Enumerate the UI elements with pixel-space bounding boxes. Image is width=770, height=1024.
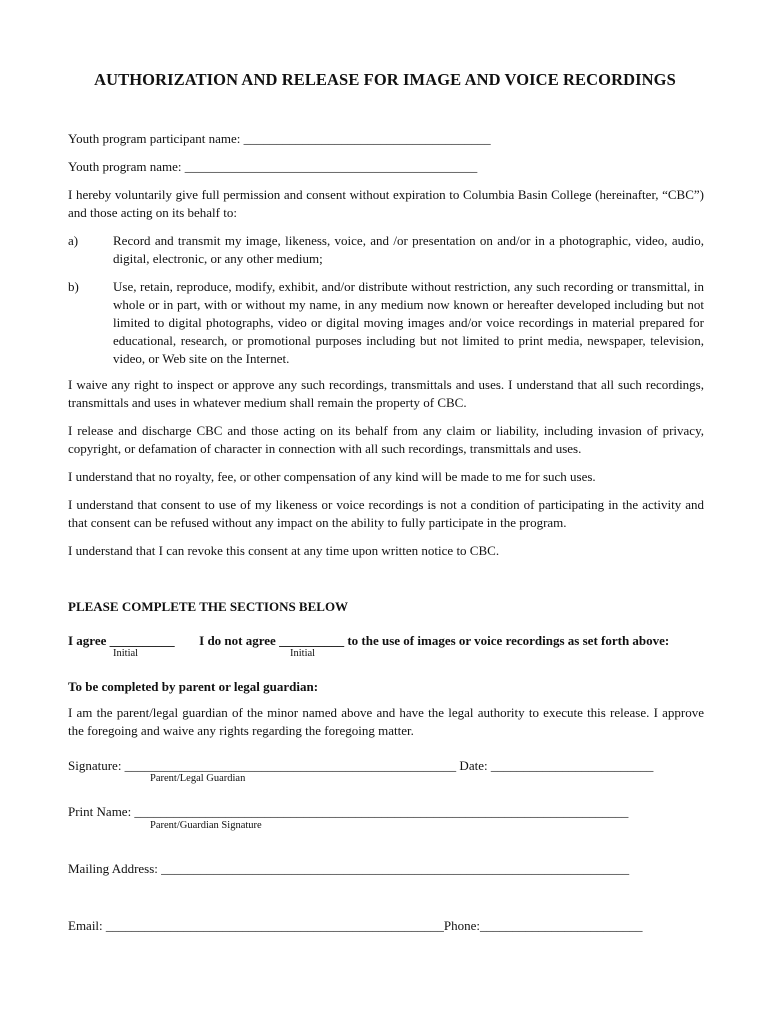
item-a-letter: a) — [68, 233, 79, 248]
revoke-paragraph: I understand that I can revoke this consent at any time upon written notice to CBC. — [68, 543, 500, 558]
mailing-address-field[interactable]: Mailing Address: ________________________________________________________________________ — [68, 861, 630, 876]
item-b-text: Use, retain, reproduce, modify, exhibit, and/or distribute without restriction, any such recording or transmittal, in whole or in part, with or without my name, in any medium now known or hereafter developed including but not limited to digital photographs, video or digital moving images and/or voice recordings in material prepared for educational, research, or promotional purposes including but not limited to print media, newspaper, television, video, or Web site on the Internet. — [113, 279, 704, 366]
intro-paragraph: I hereby voluntarily give full permission and consent without expiration to Columbia Basin College (hereinafter, “CBC”) and those acting on its behalf to: — [68, 187, 704, 220]
participant-name-field[interactable]: Youth program participant name: ______________________________________ — [68, 131, 491, 146]
item-a-text: Record and transmit my image, likeness, voice, and /or presentation on and/or in a photographic, video, audio, digital, electronic, or any other medium; — [113, 233, 704, 266]
initial-caption-agree: Initial — [113, 648, 139, 659]
waive-paragraph: I waive any right to inspect or approve any such recordings, transmittals and uses. I understand that all such recordings, transmittals and uses in whatever medium shall remain the property of CBC. — [68, 377, 704, 410]
email-phone-field[interactable]: Email: ____________________________________________________Phone:_________________________ — [68, 918, 643, 933]
consent-paragraph: I understand that consent to use of my likeness or voice recordings is not a condition of participating in the activity and that consent can be refused without any impact on the ability to fully participate in the program. — [68, 497, 704, 530]
royalty-paragraph: I understand that no royalty, fee, or other compensation of any kind will be made to me for such uses. — [68, 469, 596, 484]
release-paragraph: I release and discharge CBC and those acting on its behalf from any claim or liability, including invasion of privacy, copyright, or defamation of character in connection with all such recordings, transmittals and uses. — [68, 423, 704, 456]
agree-initial-field[interactable]: I agree __________ — [68, 633, 175, 648]
print-name-caption: Parent/Guardian Signature — [150, 820, 262, 831]
initial-caption-disagree: Initial — [290, 648, 316, 659]
program-name-field[interactable]: Youth program name: _____________________________________________ — [68, 159, 478, 174]
signature-caption: Parent/Legal Guardian — [150, 773, 246, 784]
guardian-heading: To be completed by parent or legal guardian: — [68, 679, 319, 694]
disagree-initial-field[interactable]: I do not agree __________ — [199, 633, 345, 648]
item-b-letter: b) — [68, 279, 79, 294]
guardian-paragraph: I am the parent/legal guardian of the minor named above and have the legal authority to execute this release. I approve the foregoing and waive any rights regarding the foregoing matter. — [68, 705, 704, 738]
form-title: AUTHORIZATION AND RELEASE FOR IMAGE AND VOICE RECORDINGS — [94, 70, 676, 89]
agree-row — [68, 632, 704, 650]
print-name-field[interactable]: Print Name: ____________________________________________________________________________ — [68, 804, 629, 819]
signature-date-field[interactable]: Signature: ___________________________________________________ Date: _________________________ — [68, 758, 654, 773]
section-heading: PLEASE COMPLETE THE SECTIONS BELOW — [68, 599, 349, 614]
agree-statement: to the use of images or voice recordings as set forth above: — [347, 633, 670, 648]
